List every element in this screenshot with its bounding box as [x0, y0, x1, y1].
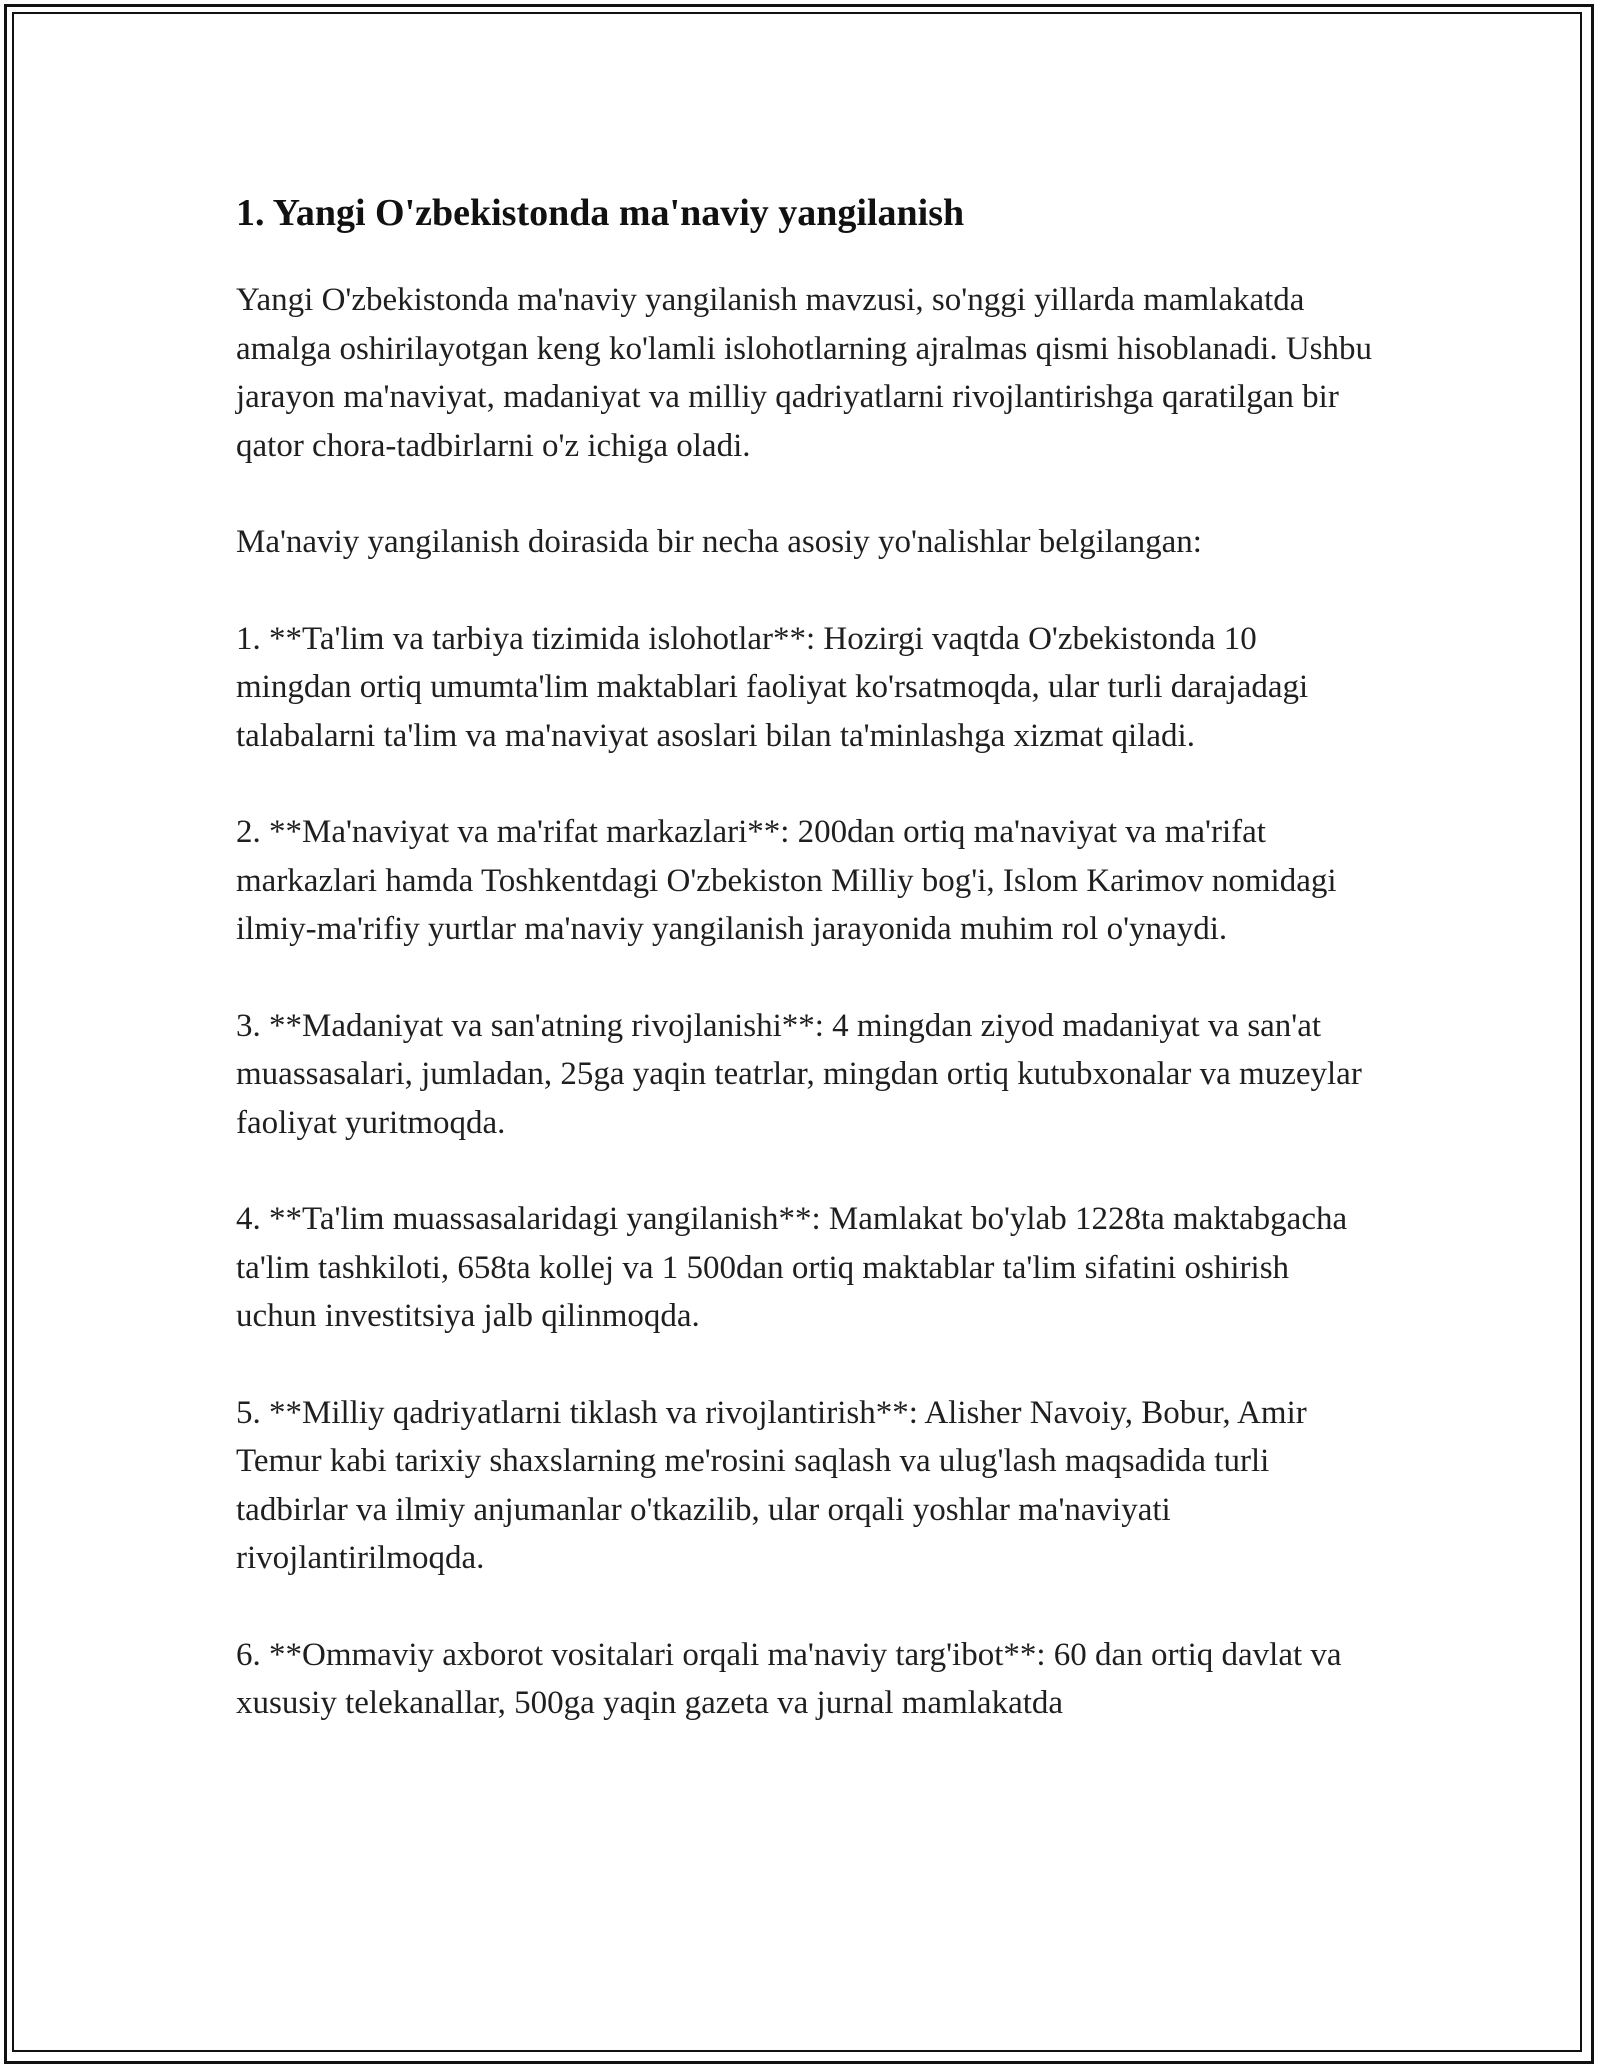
intro-paragraph: Yangi O'zbekistonda ma'naviy yangilanish mavzusi, so'nggi yillarda mamlakatda amalga oshirilayotgan keng ko'lamli islohotlarning ajralmas qismi hisoblanadi. Ushbu jarayon ma'naviyat, madaniyat va milliy qadriyatlarni rivojlantirishga qaratilgan bir qator chora-tadbirlarni o'z ichiga oladi. — [236, 282, 1373, 464]
list-item-mass-media: 6. **Ommaviy axborot vositalari orqali ma'naviy targ'ibot**: 60 dan ortiq davlat va xususiy telekanallar, 500ga yaqin gazeta va jurnal mamlakatda — [236, 1636, 1342, 1721]
document-body — [236, 180, 1376, 1776]
list-item-national-values: 5. **Milliy qadriyatlarni tiklash va rivojlantirish**: Alisher Navoiy, Bobur, Amir Temur kabi tarixiy shaxslarning me'rosini saqlash va ulug'lash maqsadida turli tadbirlar va ilmiy anjumanlar o'tkazilib, ular orqali yoshlar ma'naviyati rivojlantirilmoqda. — [236, 1394, 1307, 1576]
directions-lead-paragraph: Ma'naviy yangilanish doirasida bir necha asosiy yo'nalishlar belgilangan: — [236, 524, 1202, 560]
list-item-education-reforms: 1. **Ta'lim va tarbiya tizimida islohotlar**: Hozirgi vaqtda O'zbekistonda 10 mingdan ortiq umumta'lim maktablari faoliyat ko'rsatmoqda, ular turli darajadagi talabalarni ta'lim va ma'naviyat asoslari bilan ta'minlashga xizmat qiladi. — [236, 620, 1309, 754]
list-item-spiritual-centers: 2. **Ma'naviyat va ma'rifat markazlari**: 200dan ortiq ma'naviyat va ma'rifat markazlari hamda Toshkentdagi O'zbekiston Milliy bog'i, Islom Karimov nomidagi ilmiy-ma'rifiy yurtlar ma'naviy yangilanish jarayonida muhim rol o'ynaydi. — [236, 814, 1337, 947]
list-item-education-institutions: 4. **Ta'lim muassasalaridagi yangilanish**: Mamlakat bo'ylab 1228ta maktabgacha ta'lim tashkiloti, 658ta kollej va 1 500dan ortiq maktablar ta'lim sifatini oshirish uchun investitsiya jalb qilinmoqda. — [236, 1201, 1348, 1334]
section-heading: 1. Yangi O'zbekistonda ma'naviy yangilanish — [236, 192, 965, 234]
list-item-culture-arts: 3. **Madaniyat va san'atning rivojlanishi**: 4 mingdan ziyod madaniyat va san'at muassasalari, jumladan, 25ga yaqin teatrlar, mingdan ortiq kutubxonalar va muzeylar faoliyat yuritmoqda. — [236, 1007, 1362, 1141]
